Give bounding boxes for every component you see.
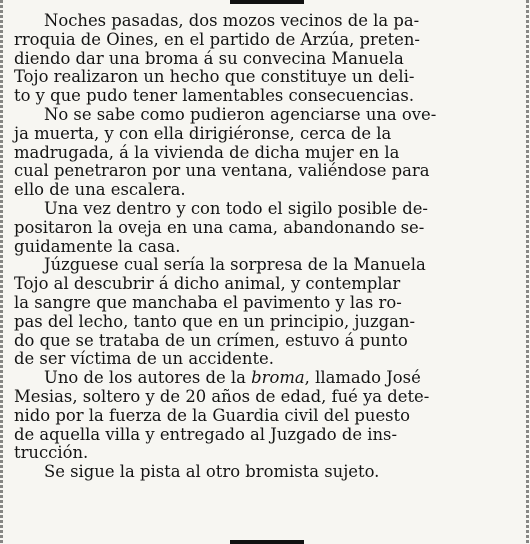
text-line: guidamente la casa. xyxy=(14,236,181,256)
text-line: Una vez dentro y con todo el sigilo posible de- xyxy=(44,198,428,218)
paragraph-4 xyxy=(14,256,502,369)
top-rule xyxy=(230,0,304,4)
text-line: to y que pudo tener lamentables consecuencias. xyxy=(14,86,415,106)
text-line: Mesias, soltero y de 20 años de edad, fué ya dete- xyxy=(14,386,430,406)
text-line: pas del lecho, tanto que en un principio, juzgan- xyxy=(14,311,416,331)
paragraph-2 xyxy=(14,106,502,200)
text-line: cual penetraron por una ventana, valiéndose para xyxy=(14,161,430,181)
right-column-border xyxy=(526,0,529,544)
text-line: Noches pasadas, dos mozos vecinos de la pa- xyxy=(44,11,420,30)
text-line: rroquia de Oines, en el partido de Arzúa, preten- xyxy=(14,29,420,49)
paragraph-6 xyxy=(14,463,502,482)
text-line: Tojo al descubrir á dicho animal, y contemplar xyxy=(14,274,401,294)
text-line: Júzguese cual sería la sorpresa de la Manuela xyxy=(44,255,426,275)
text-segment: Uno de los autores de la xyxy=(44,368,252,388)
text-line: do que se trataba de un crímen, estuvo á punto xyxy=(14,330,408,350)
text-line: positaron la oveja en una cama, abandonando se- xyxy=(14,217,425,237)
text-line: nido por la fuerza de la Guardia civil del puesto xyxy=(14,405,411,425)
paragraph-1 xyxy=(14,12,502,106)
article-body xyxy=(14,12,502,482)
bottom-rule xyxy=(230,540,304,544)
text-line: ja muerta, y con ella dirigiéronse, cerca de la xyxy=(14,123,392,143)
text-line xyxy=(14,369,502,388)
text-line: de ser víctima de un accidente. xyxy=(14,349,274,369)
left-column-border xyxy=(0,0,3,544)
paragraph-3 xyxy=(14,200,502,256)
text-line: la sangre que manchaba el pavimento y las ro- xyxy=(14,292,402,312)
text-line: de aquella villa y entregado al Juzgado de ins- xyxy=(14,424,398,444)
text-line: trucción. xyxy=(14,443,89,463)
text-line: madrugada, á la vivienda de dicha mujer en la xyxy=(14,142,400,162)
paragraph-5 xyxy=(14,369,502,463)
text-line: Tojo realizaron un hecho que constituye un deli- xyxy=(14,67,415,87)
text-segment: , llamado José xyxy=(304,368,421,388)
text-line: diendo dar una broma á su convecina Manuela xyxy=(14,48,404,68)
text-line: ello de una escalera. xyxy=(14,180,186,200)
text-line: No se sabe como pudieron agenciarse una ove- xyxy=(44,104,437,124)
text-line: Se sigue la pista al otro bromista sujeto. xyxy=(44,462,380,482)
italic-word: broma xyxy=(251,368,305,388)
